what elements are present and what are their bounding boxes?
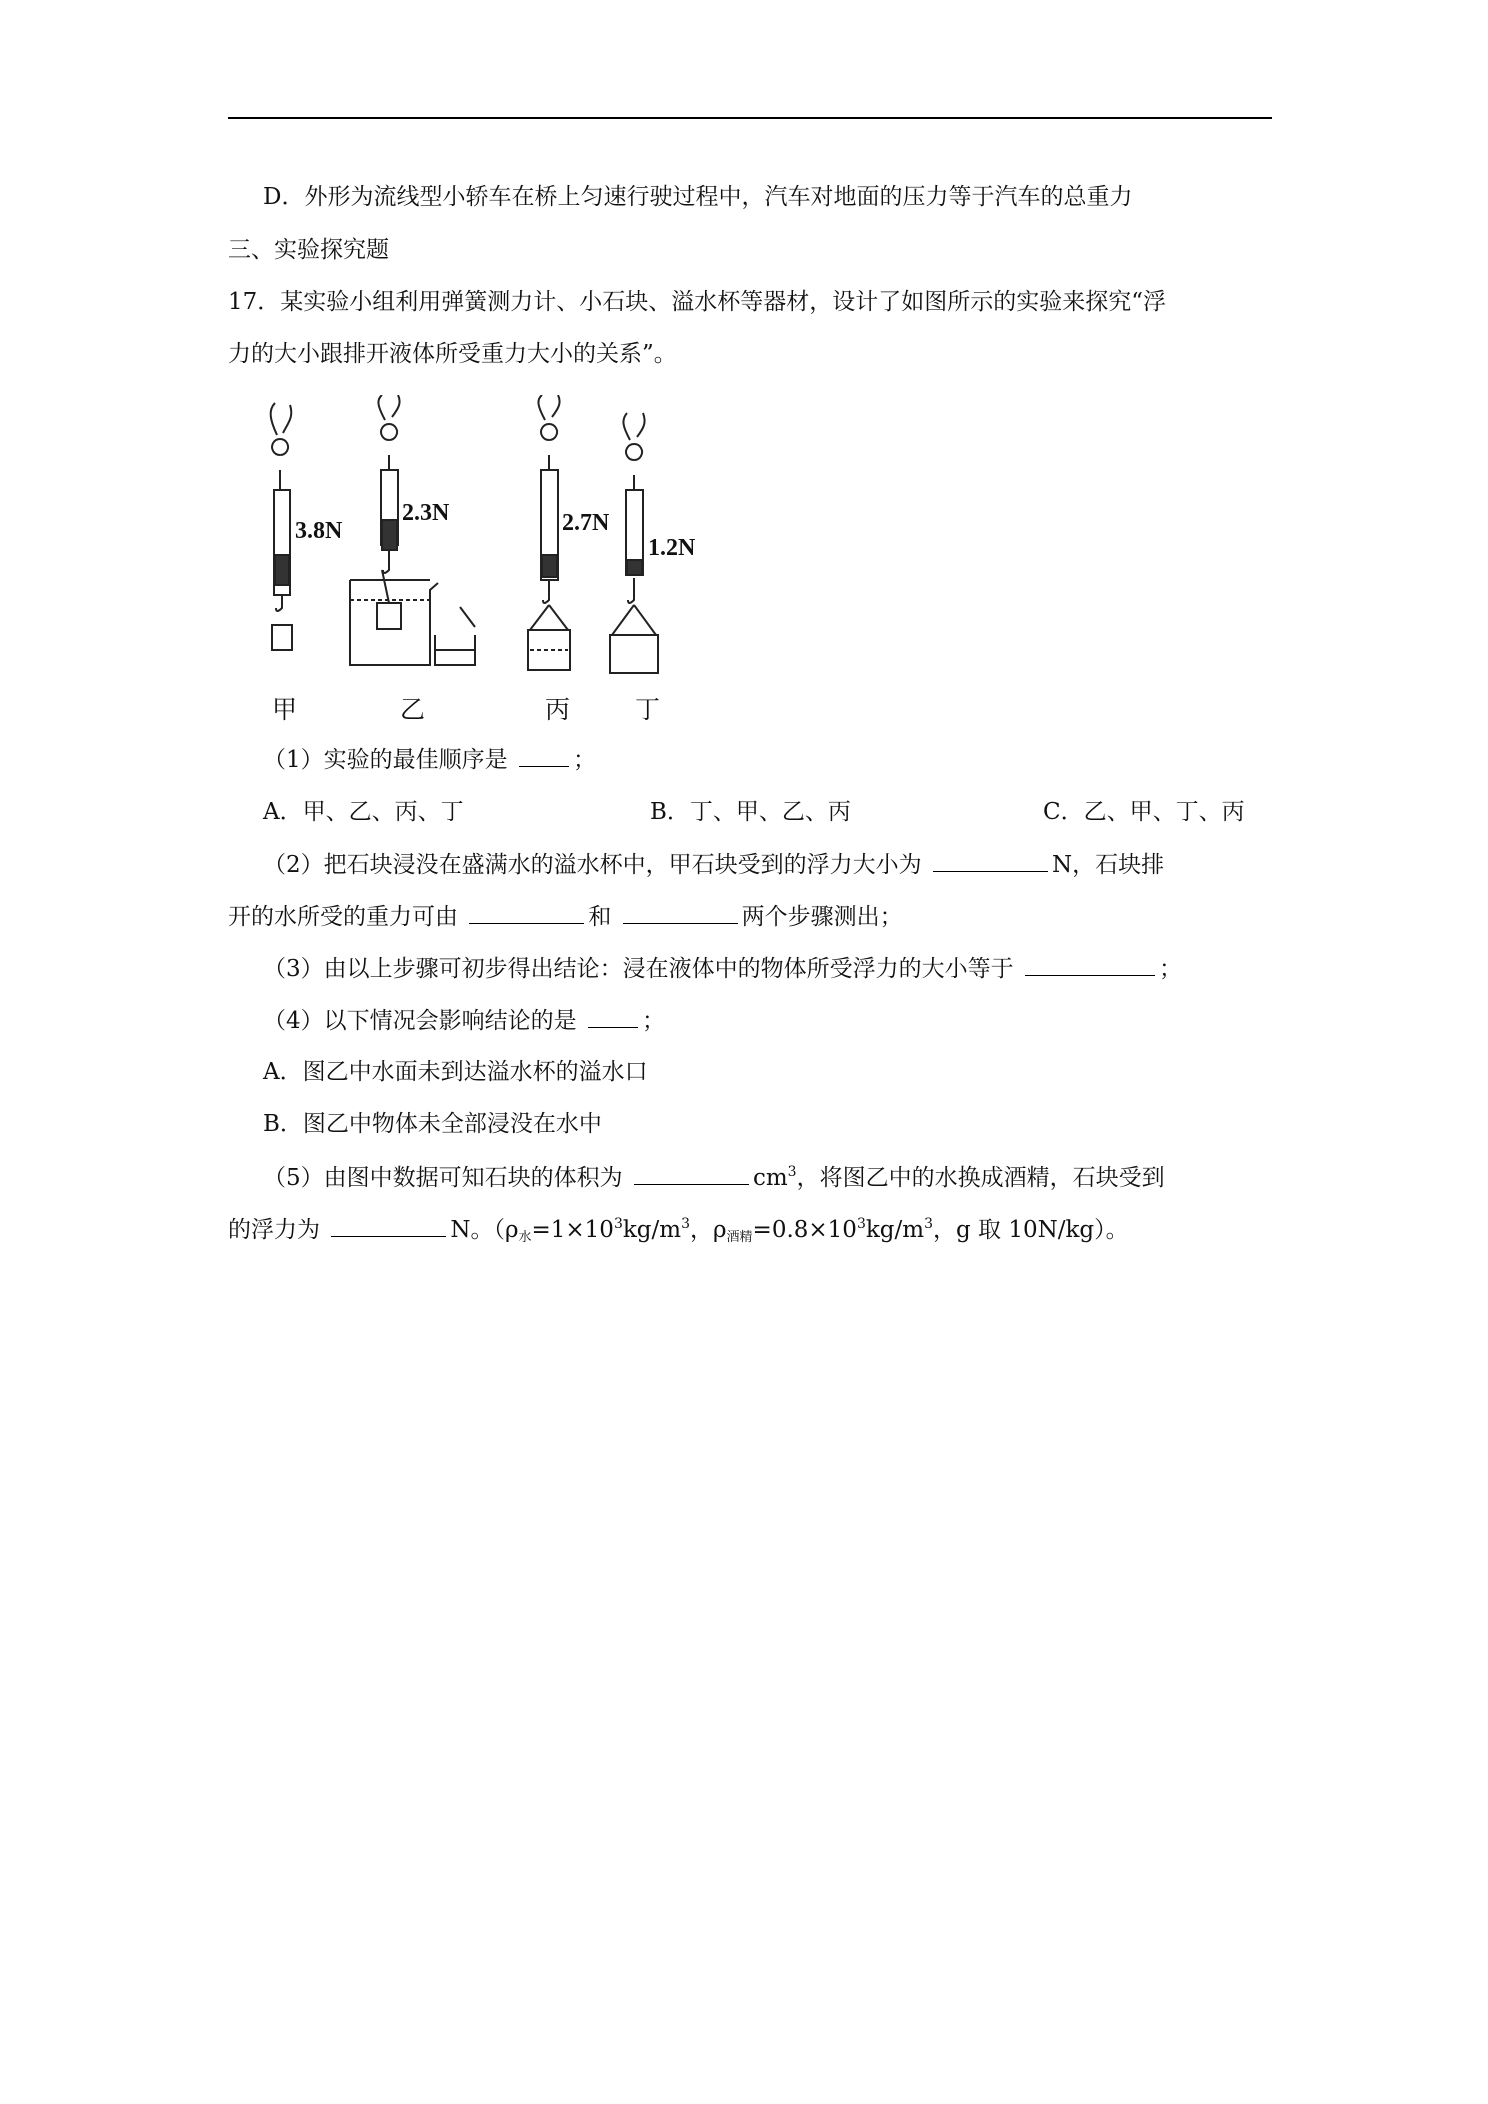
part1-option-a: A．甲、乙、丙、丁 [263, 799, 464, 825]
part5-sup: 3 [787, 1164, 797, 1180]
header-rule [228, 117, 1272, 119]
part5-text-c: 的浮力为 [228, 1217, 320, 1243]
part1-option-b: B．丁、甲、乙、丙 [650, 799, 851, 825]
answer-blank-5a[interactable] [634, 1160, 749, 1185]
answer-blank-5b[interactable] [331, 1212, 446, 1237]
part5-text-j: ，g 取 10N/kg）。 [933, 1217, 1129, 1243]
part3-end: ； [1158, 956, 1182, 982]
part5-unit: cm [752, 1165, 788, 1191]
q17-stem-line1: 17．某实验小组利用弹簧测力计、小石块、溢水杯等器材，设计了如图所示的实验来探究“浮 [228, 289, 1167, 315]
answer-blank-2a[interactable] [933, 847, 1048, 872]
answer-blank-4[interactable] [588, 1003, 638, 1028]
part5-text-g: ，ρ [690, 1217, 727, 1243]
part5-text-d: N。（ρ [450, 1217, 519, 1243]
part2-text-c: 开的水所受的重力可由 [228, 904, 458, 930]
rho-water-sub: 水 [518, 1230, 532, 1245]
part1-option-c: C．乙、甲、丁、丙 [1043, 799, 1245, 825]
sup-3b: 3 [681, 1216, 690, 1232]
part1-text: （1）实验的最佳顺序是 [263, 747, 508, 773]
part4-option-b: B．图乙中物体未全部浸没在水中 [263, 1111, 602, 1137]
q17-part4 [228, 1003, 1313, 1038]
q17-part3 [228, 951, 1313, 986]
part4-option-a: A．图乙中水面未到达溢水杯的溢水口 [263, 1059, 648, 1085]
sup-3a: 3 [613, 1216, 623, 1232]
part5-text-i: kg/m [865, 1217, 925, 1243]
part1-end: ； [572, 747, 596, 773]
q17-part5-line2 [228, 1212, 1278, 1247]
answer-blank-1[interactable] [519, 742, 569, 767]
caption-yi: 乙 [400, 695, 426, 724]
answer-blank-2c[interactable] [623, 899, 738, 924]
reading-jia: 3.8N [295, 518, 343, 544]
caption-ding: 丁 [635, 695, 661, 724]
caption-jia: 甲 [272, 695, 298, 724]
q17-part2-line2 [228, 899, 1278, 934]
answer-blank-3[interactable] [1025, 951, 1155, 976]
spring-scale-jia [271, 403, 292, 650]
part2-text-b: N，石块排 [1051, 852, 1165, 878]
part2-text-d: 和 [588, 904, 612, 930]
part5-text-b: ，将图乙中的水换成酒精，石块受到 [796, 1165, 1165, 1191]
q17-part5-line1 [228, 1160, 1313, 1195]
reading-yi: 2.3N [402, 500, 450, 526]
part4-text: （4）以下情况会影响结论的是 [263, 1008, 577, 1034]
part5-text-h: =0.8×10 [752, 1217, 857, 1243]
part5-text-f: kg/m [622, 1217, 682, 1243]
rho-alcohol-sub: 酒精 [726, 1230, 753, 1245]
sup-3c: 3 [856, 1216, 866, 1232]
q17-stem-line2: 力的大小跟排开液体所受重力大小的关系”。 [228, 341, 677, 367]
sup-3d: 3 [924, 1216, 933, 1232]
answer-blank-2b[interactable] [469, 899, 584, 924]
section-title: 三、实验探究题 [228, 237, 389, 263]
caption-bing: 丙 [545, 695, 571, 724]
reading-bing: 2.7N [562, 510, 610, 536]
experiment-figure [250, 395, 730, 695]
part2-text-a: （2）把石块浸没在盛满水的溢水杯中，甲石块受到的浮力大小为 [263, 852, 922, 878]
prev-option-d: D．外形为流线型小轿车在桥上匀速行驶过程中，汽车对地面的压力等于汽车的总重力 [263, 184, 1133, 210]
part5-text-e: =1×10 [531, 1217, 614, 1243]
reading-ding: 1.2N [648, 535, 696, 561]
q17-part2-line1 [228, 847, 1313, 882]
part3-text: （3）由以上步骤可初步得出结论：浸在液体中的物体所受浮力的大小等于 [263, 956, 1014, 982]
part5-text-a: （5）由图中数据可知石块的体积为 [263, 1165, 623, 1191]
part2-text-e: 两个步骤测出； [741, 904, 903, 930]
spring-scale-yi [350, 395, 475, 665]
q17-part1 [228, 742, 1313, 777]
part4-end: ； [641, 1008, 665, 1034]
